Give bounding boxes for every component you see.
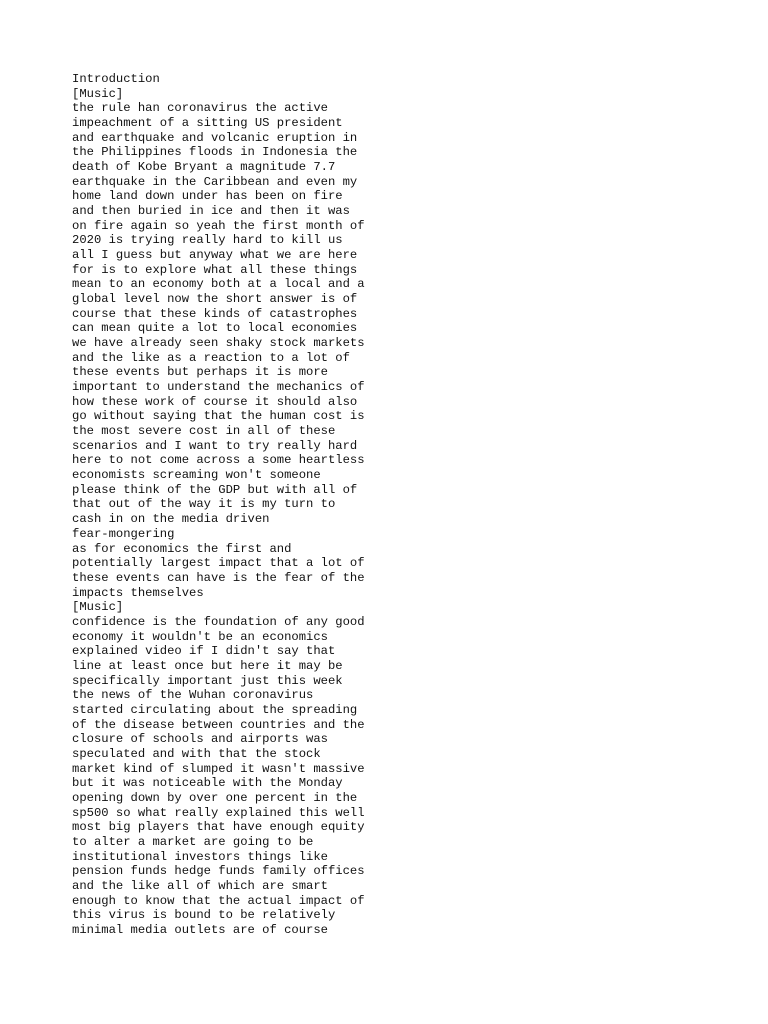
transcript-line: impacts themselves: [72, 585, 204, 600]
transcript-line: speculated and with that the stock: [72, 746, 321, 761]
transcript-line: the most severe cost in all of these: [72, 424, 336, 439]
transcript-line: home land down under has been on fire: [72, 189, 343, 204]
transcript-line: on fire again so yeah the first month of: [72, 218, 365, 233]
transcript-line: can mean quite a lot to local economies: [72, 321, 358, 336]
transcript-line: sp500 so what really explained this well: [72, 805, 365, 820]
transcript-line: of the disease between countries and the: [72, 717, 365, 732]
transcript-line: enough to know that the actual impact of: [72, 893, 365, 908]
transcript-line: market kind of slumped it wasn't massive: [72, 761, 365, 776]
transcript-line: fear-mongering: [72, 526, 175, 541]
transcript-line: closure of schools and airports was: [72, 732, 328, 747]
transcript-line: all I guess but anyway what we are here: [72, 248, 358, 263]
transcript-line: specifically important just this week: [72, 673, 343, 688]
transcript-line: important to understand the mechanics of: [72, 380, 365, 395]
transcript-line: potentially largest impact that a lot of: [72, 556, 365, 571]
transcript-text: [72, 72, 712, 938]
transcript-line: line at least once but here it may be: [72, 658, 343, 673]
transcript-line: the Philippines floods in Indonesia the: [72, 145, 358, 160]
transcript-line: scenarios and I want to try really hard: [72, 438, 358, 453]
transcript-line: death of Kobe Bryant a magnitude 7.7: [72, 160, 336, 175]
transcript-line: minimal media outlets are of course: [72, 922, 328, 937]
transcript-line: that out of the way it is my turn to: [72, 497, 336, 512]
transcript-line: how these work of course it should also: [72, 394, 358, 409]
transcript-line: [Music]: [72, 86, 124, 101]
transcript-line: for is to explore what all these things: [72, 262, 358, 277]
transcript-line: but it was noticeable with the Monday: [72, 776, 343, 791]
transcript-line: [Music]: [72, 600, 124, 615]
transcript-line: impeachment of a sitting US president: [72, 116, 343, 131]
transcript-line: mean to an economy both at a local and a: [72, 277, 365, 292]
transcript-line: the news of the Wuhan coronavirus: [72, 688, 314, 703]
transcript-line: pension funds hedge funds family offices: [72, 864, 365, 879]
transcript-line: as for economics the first and: [72, 541, 292, 556]
transcript-line: explained video if I didn't say that: [72, 644, 336, 659]
transcript-line: global level now the short answer is of: [72, 292, 358, 307]
transcript-line: Introduction: [72, 72, 160, 86]
transcript-line: to alter a market are going to be: [72, 834, 314, 849]
transcript-line: 2020 is trying really hard to kill us: [72, 233, 343, 248]
transcript-line: these events can have is the fear of the: [72, 570, 365, 585]
transcript-line: earthquake in the Caribbean and even my: [72, 174, 358, 189]
transcript-line: confidence is the foundation of any good: [72, 614, 365, 629]
transcript-line: economists screaming won't someone: [72, 468, 321, 483]
transcript-line: and then buried in ice and then it was: [72, 204, 350, 219]
transcript-line: go without saying that the human cost is: [72, 409, 365, 424]
transcript-line: we have already seen shaky stock markets: [72, 336, 365, 351]
transcript-line: here to not come across a some heartless: [72, 453, 365, 468]
transcript-line: please think of the GDP but with all of: [72, 482, 358, 497]
transcript-line: and earthquake and volcanic eruption in: [72, 130, 358, 145]
transcript-line: most big players that have enough equity: [72, 820, 365, 835]
transcript-line: started circulating about the spreading: [72, 702, 358, 717]
transcript-line: cash in on the media driven: [72, 512, 270, 527]
transcript-line: and the like all of which are smart: [72, 878, 328, 893]
transcript-line: these events but perhaps it is more: [72, 365, 328, 380]
transcript-line: economy it wouldn't be an economics: [72, 629, 328, 644]
transcript-line: the rule han coronavirus the active: [72, 101, 328, 116]
transcript-line: and the like as a reaction to a lot of: [72, 350, 350, 365]
transcript-line: opening down by over one percent in the: [72, 790, 358, 805]
transcript-line: course that these kinds of catastrophes: [72, 306, 358, 321]
transcript-line: this virus is bound to be relatively: [72, 908, 336, 923]
transcript-line: institutional investors things like: [72, 849, 328, 864]
